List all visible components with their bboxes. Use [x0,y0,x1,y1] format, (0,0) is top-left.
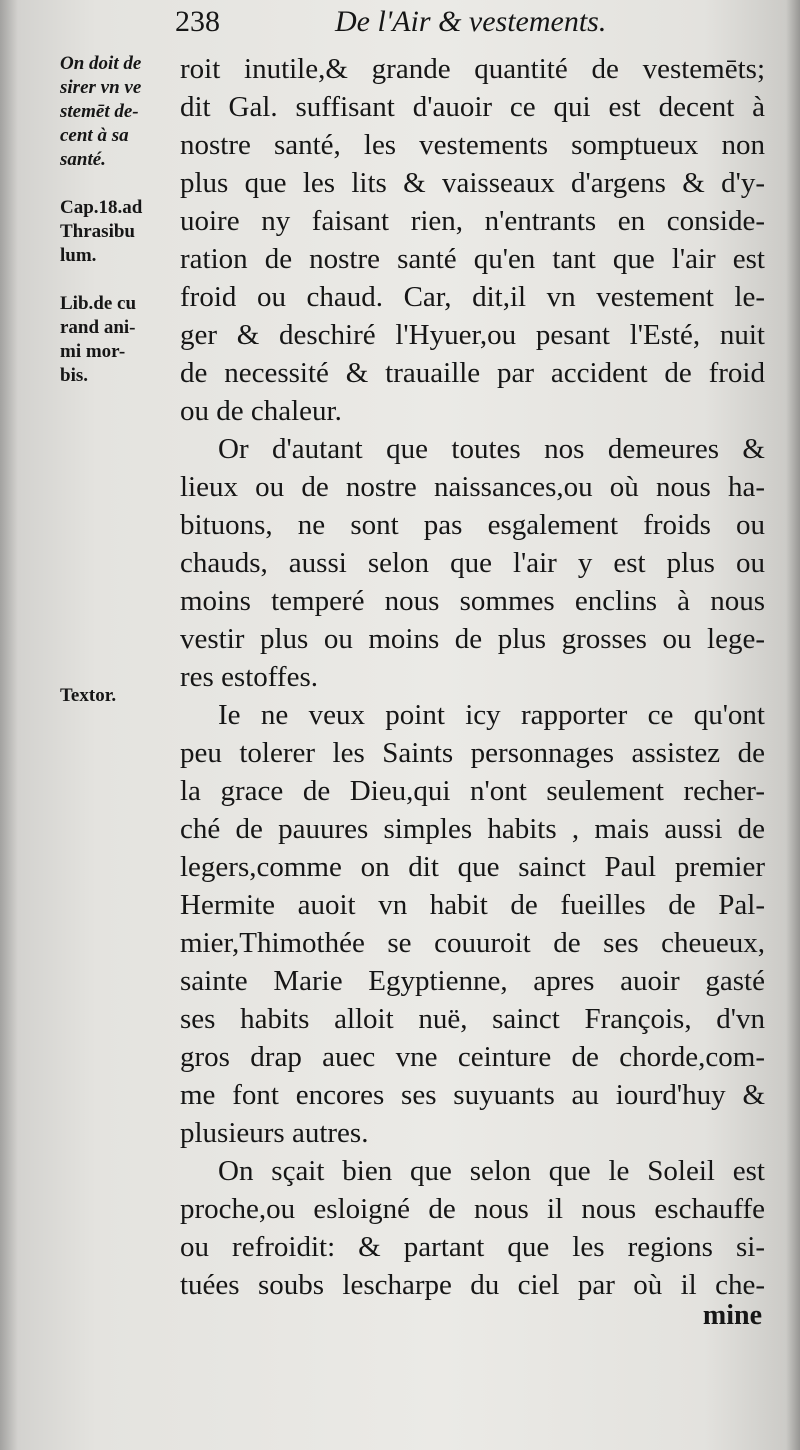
margin-note: Cap.18.ad [60,197,143,218]
text-line: roit inutile,& grande quantité de vestemēts; [180,53,765,85]
margin-note: Thrasibu [60,221,135,242]
text-line: la grace de Dieu,qui n'ont seulement recher- [180,775,765,807]
text-line: plus que les lits & vaisseaux d'argens & d'y- [180,167,765,199]
text-line: On sçait bien que selon que le Soleil est [218,1155,765,1187]
text-line: me font encores ses suyuants au iourd'huy & [180,1079,765,1111]
text-line: tuées soubs lescharpe du ciel par où il che- [180,1269,765,1301]
text-line: sainte Marie Egyptienne, apres auoir gasté [180,965,765,997]
page-header [175,2,765,42]
margin-note: Textor. [60,685,117,706]
text-line: plusieurs autres. [180,1117,369,1149]
margin-note: bis. [60,365,88,386]
margin-note: On doit de [60,53,142,74]
text-line: nostre santé, les vestements somptueux non [180,129,765,161]
text-line: lieux ou de nostre naissances,ou où nous ha- [180,471,765,503]
text-line: peu tolerer les Saints personnages assistez de [180,737,765,769]
margin-note: cent à sa [60,125,129,146]
text-line: ses habits alloit nuë, sainct François, d'vn [180,1003,765,1035]
page-number: 238 [175,5,220,38]
text-line: chauds, aussi selon que l'air y est plus ou [180,547,765,579]
text-line: gros drap auec vne ceinture de chorde,com- [180,1041,765,1073]
margin-note: lum. [60,245,97,266]
text-line: Ie ne veux point icy rapporter ce qu'ont [218,699,765,731]
text-line: Or d'autant que toutes nos demeures & [218,433,765,465]
text-line: ché de pauures simples habits , mais aussi de [180,813,765,845]
paragraph [180,1152,765,1304]
margin-note: sirer vn ve [60,77,142,98]
text-line: vestir plus ou moins de plus grosses ou lege- [180,623,765,655]
paragraph [180,50,765,430]
text-line: ou de chaleur. [180,395,342,427]
text-line: res estoffes. [180,661,318,693]
text-line: de necessité & trauaille par accident de froid [180,357,765,389]
body-text [180,50,765,1304]
paragraph [180,430,765,696]
text-line: mier,Thimothée se couuroit de ses cheueux, [180,927,765,959]
text-line: ger & deschiré l'Hyuer,ou pesant l'Esté, nuit [180,319,765,351]
text-line: bituons, ne sont pas esgalement froids ou [180,509,765,541]
margin-note: santé. [60,149,106,170]
text-line: proche,ou esloigné de nous il nous eschauffe [180,1193,765,1225]
text-line: dit Gal. suffisant d'auoir ce qui est decent à [180,91,765,123]
text-line: ration de nostre santé qu'en tant que l'air est [180,243,765,275]
running-head: De l'Air & vestements. [335,5,607,38]
catchword: mine [702,1300,762,1331]
text-line: froid ou chaud. Car, dit,il vn vestement le- [180,281,765,313]
margin-note: mi mor- [60,341,126,362]
text-line: uoire ny faisant rien, n'entrants en conside- [180,205,765,237]
text-line: Hermite auoit vn habit de fueilles de Pal- [180,889,765,921]
text-line: moins temperé nous sommes enclins à nous [180,585,765,617]
margin-note: stemēt de- [60,101,139,122]
margin-note: rand ani- [60,317,136,338]
text-line: legers,comme on dit que sainct Paul premier [180,851,765,883]
paragraph [180,696,765,1152]
margin-note: Lib.de cu [60,293,137,314]
text-line: ou refroidit: & partant que les regions si- [180,1231,765,1263]
